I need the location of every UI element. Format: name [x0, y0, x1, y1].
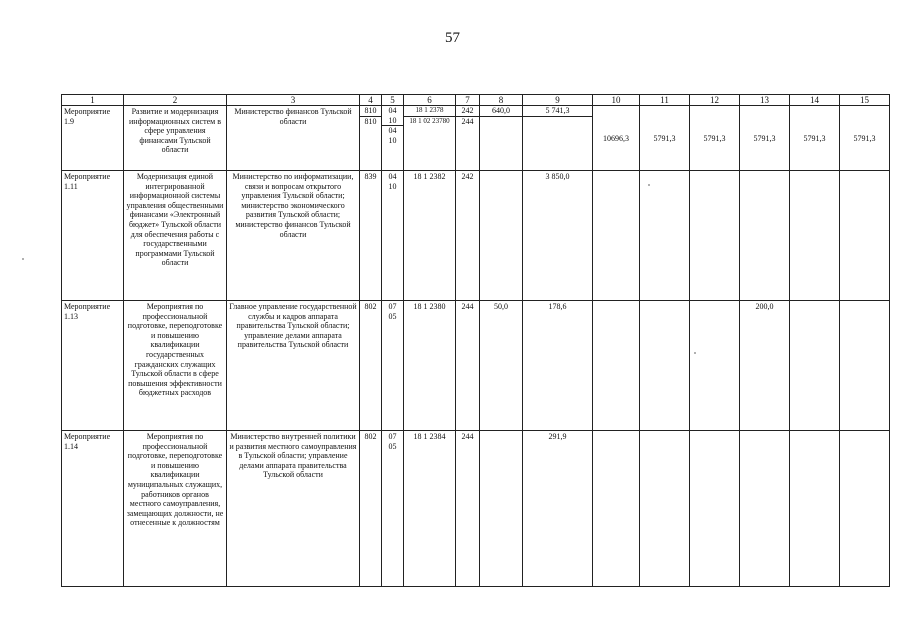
table-row	[62, 106, 890, 171]
cell-c5: 07 05	[382, 301, 404, 431]
cell-c15: 5791,3	[840, 106, 890, 171]
header-cell: 13	[740, 95, 790, 106]
measure-executor: Министерство внутренней политики и развития местного самоуправления в Тульской области; управление делами аппарата правительства Тульской области	[227, 431, 360, 587]
cell-c13: 5791,3	[740, 106, 790, 171]
cell-c4	[360, 106, 382, 171]
measure-name: Модернизация единой интегрированной информационной системы управления общественными финансами «Электронный бюджет» Тульской области для обеспечения работы с государственными программами Тульской области	[124, 171, 227, 301]
cell-c8	[480, 171, 523, 301]
header-cell: 5	[382, 95, 404, 106]
cell-c5	[382, 106, 404, 171]
cell-c9	[523, 106, 593, 171]
line-value: 640,0	[492, 106, 510, 115]
cell-c14	[790, 431, 840, 587]
cell-c11	[640, 301, 690, 431]
line-value: 242	[461, 106, 474, 115]
cell-c12	[690, 301, 740, 431]
header-cell: 2	[124, 95, 227, 106]
table-row	[62, 431, 890, 587]
cell-c6	[404, 106, 456, 171]
cell-c10	[593, 171, 640, 301]
measure-executor: Главное управление государственной службы и кадров аппарата правительства Тульской области; управление делами аппарата правительства Тульской области	[227, 301, 360, 431]
cell-c11	[640, 431, 690, 587]
line-value: 18 1 2378	[415, 106, 444, 114]
measure-id: Мероприятие 1.14	[62, 431, 124, 587]
header-cell: 15	[840, 95, 890, 106]
header-cell: 3	[227, 95, 360, 106]
cell-c12	[690, 431, 740, 587]
header-cell: 14	[790, 95, 840, 106]
cell-c15	[840, 431, 890, 587]
line-value	[480, 116, 522, 117]
cell-c13	[740, 431, 790, 587]
cell-c13	[740, 171, 790, 301]
budget-table-container	[61, 94, 890, 587]
scan-speck	[694, 352, 696, 354]
cell-c15	[840, 171, 890, 301]
cell-c4: 839	[360, 171, 382, 301]
cell-c10	[593, 301, 640, 431]
page-number: 57	[445, 30, 460, 46]
cell-c7: 244	[456, 431, 480, 587]
cell-c12: 5791,3	[690, 106, 740, 171]
cell-c5: 04 10	[382, 171, 404, 301]
header-cell: 8	[480, 95, 523, 106]
cell-c7	[456, 106, 480, 171]
header-row	[62, 95, 890, 106]
cell-c11	[640, 171, 690, 301]
cell-c6: 18 1 2384	[404, 431, 456, 587]
cell-c14: 5791,3	[790, 106, 840, 171]
header-cell: 9	[523, 95, 593, 106]
measure-name: Мероприятия по профессиональной подготовке, переподготовке и повышению квалификации муниципальных служащих, работников органов местного самоуправления, замещающих должности, не отнесенные к должностям	[124, 431, 227, 587]
cell-c7: 244	[456, 301, 480, 431]
cell-c11: 5791,3	[640, 106, 690, 171]
cell-c5: 07 05	[382, 431, 404, 587]
header-cell: 12	[690, 95, 740, 106]
cell-c4: 802	[360, 301, 382, 431]
cell-c10: 10696,3	[593, 106, 640, 171]
line-value: 04 10	[388, 106, 397, 125]
cell-c9: 3 850,0	[523, 171, 593, 301]
table-row	[62, 171, 890, 301]
line-value: 04 10	[382, 125, 403, 145]
measure-id: Мероприятие 1.13	[62, 301, 124, 431]
cell-c7: 242	[456, 171, 480, 301]
header-cell: 1	[62, 95, 124, 106]
cell-c15	[840, 301, 890, 431]
header-cell: 10	[593, 95, 640, 106]
cell-c9: 291,9	[523, 431, 593, 587]
cell-c6: 18 1 2382	[404, 171, 456, 301]
measure-id: Мероприятие 1.11	[62, 171, 124, 301]
measure-id: Мероприятие 1.9	[62, 106, 124, 171]
line-value: 5 741,3	[545, 106, 570, 115]
cell-c9: 178,6	[523, 301, 593, 431]
cell-c4: 802	[360, 431, 382, 587]
line-value: 810	[360, 116, 381, 127]
cell-c14	[790, 171, 840, 301]
line-value: 244	[456, 116, 479, 127]
cell-c12	[690, 171, 740, 301]
line-value	[523, 116, 592, 117]
header-cell: 11	[640, 95, 690, 106]
cell-c8	[480, 431, 523, 587]
cell-c14	[790, 301, 840, 431]
header-cell: 4	[360, 95, 382, 106]
scan-speck	[22, 258, 24, 260]
measure-executor: Министерство по информатизации, связи и вопросам открытого управления Тульской области; министерство экономического развития Тульской области; министерство финансов Тульской области	[227, 171, 360, 301]
measure-name: Развитие и модернизация информационных систем в сфере управления финансами Тульской области	[124, 106, 227, 171]
table-row	[62, 301, 890, 431]
cell-c8: 50,0	[480, 301, 523, 431]
cell-c13: 200,0	[740, 301, 790, 431]
measure-executor: Министерство финансов Тульской области	[227, 106, 360, 171]
line-value: 810	[364, 106, 377, 115]
header-cell: 6	[404, 95, 456, 106]
line-value: 18 1 02 23780	[404, 116, 455, 127]
cell-c6: 18 1 2380	[404, 301, 456, 431]
cell-c8	[480, 106, 523, 171]
header-cell: 7	[456, 95, 480, 106]
scan-speck	[648, 184, 650, 186]
measure-name: Мероприятия по профессиональной подготовке, переподготовке и повышению квалификации государственных гражданских служащих Тульской области в сфере повышения эффективности бюджетных расходов	[124, 301, 227, 431]
cell-c10	[593, 431, 640, 587]
budget-table	[61, 94, 890, 587]
